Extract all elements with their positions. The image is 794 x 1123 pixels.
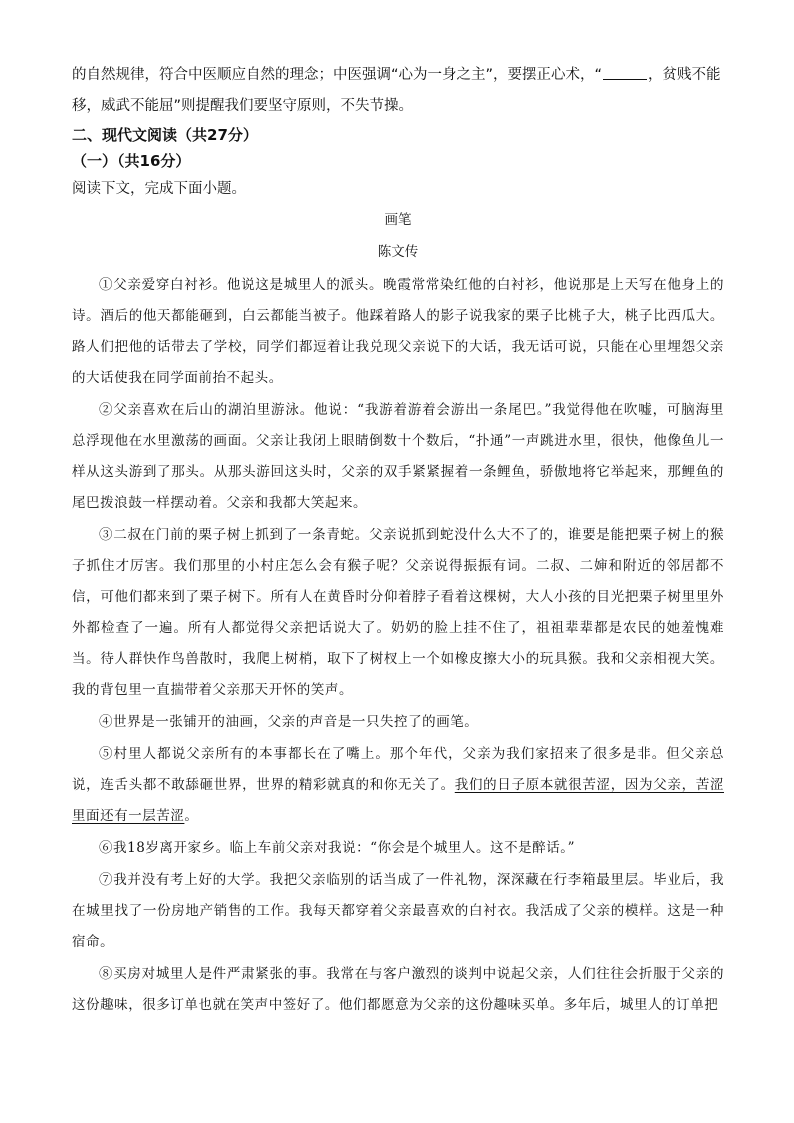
article-paragraph-4: ④世界是一张铺开的油画，父亲的声音是一只失控了的画笔。 xyxy=(99,714,479,730)
article-paragraph-5 xyxy=(72,739,724,832)
paragraph-5-end: 。 xyxy=(184,808,199,824)
article-title: 画笔 xyxy=(384,212,412,228)
paragraph-5-text: ⑤村里人都说父亲所有的本事都长在了嘴上。那个年代，父亲为我们家招来了很多是非。但父亲总说，连舌头都不敢舔砸世界，世界的精彩就真的和你无关了。 xyxy=(72,746,724,793)
document-page xyxy=(72,60,724,1021)
article-author: 陈文传 xyxy=(377,244,419,260)
article-paragraph-7: ⑦我并没有考上好的大学。我把父亲临别的话当成了一件礼物，深深藏在行李箱最里层。毕业后，我在城里找了一份房地产销售的工作。我每天都穿着父亲最喜欢的白衬衣。我活成了父亲的模样。这是一种宿命。 xyxy=(72,872,724,950)
intro-line-2: 移，威武不能屈”则提醒我们要坚守原则，不失节操。 xyxy=(72,98,414,114)
section-heading: 二、现代文阅读（共27分） xyxy=(72,126,258,144)
fill-in-blank xyxy=(603,65,647,80)
underlined-sentence: 我们的日子原本就很苦涩，因为父亲，苦涩里面还有一层苦涩 xyxy=(72,777,724,824)
article-paragraph-3: ③二叔在门前的栗子树上抓到了一条青蛇。父亲说抓到蛇没什么大不了的，谁要是能把栗子树上的猴子抓住才厉害。我们那里的小村庄怎么会有猴子呢？父亲说得振振有词。二叔、二婶和附近的邻居都不信，可他们都来到了栗子树下。所有人在黄昏时分仰着脖子看着这棵树，大人小孩的目光把栗子树里里外外都检查了一遍。所有人都觉得父亲把话说大了。奶奶的脸上挂不住了，祖祖辈辈都是农民的她羞愧难当。待人群快作鸟兽散时，我爬上树梢，取下了树杈上一个如橡皮擦大小的玩具猴。我和父亲相视大笑。我的背包里一直揣带着父亲那天开怀的笑声。 xyxy=(72,527,724,698)
article-paragraph-1: ①父亲爱穿白衬衫。他说这是城里人的派头。晚霞常常染红他的白衬衫，他说那是上天写在他身上的诗。酒后的他天都能砸到，白云都能当被子。他踩着路人的影子说我家的栗子比桃子大，桃子比西瓜大。路人们把他的话带去了学校，同学们都逗着让我兑现父亲说下的大话，我无话可说，只能在心里埋怨父亲的大话使我在同学面前抬不起头。 xyxy=(72,277,724,386)
intro-line-1 xyxy=(72,60,724,91)
sub-heading: （一）（共16分） xyxy=(72,152,191,170)
intro-text-before-blank: 的自然规律，符合中医顺应自然的理念；中医强调“心为一身之主”，要摆正心术，“ xyxy=(72,67,603,83)
article-paragraph-2: ②父亲喜欢在后山的湖泊里游泳。他说：“我游着游着会游出一条尾巴。”我觉得他在吹嘘，可脑海里总浮现他在水里激荡的画面。父亲让我闭上眼睛倒数十个数后，“扑通”一声跳进水里，很快，他像鱼儿一样从这头游到了那头。从那头游回这头时，父亲的双手紧紧握着一条鲤鱼，骄傲地将它举起来，那鲤鱼的尾巴拨浪鼓一样摆动着。父亲和我都大笑起来。 xyxy=(72,402,724,511)
article-paragraph-8: ⑧买房对城里人是件严肃紧张的事。我常在与客户激烈的谈判中说起父亲，人们往往会折服于父亲的这份趣味，很多订单也就在笑声中签好了。他们都愿意为父亲的这份趣味买单。多年后，城里人的订单把 xyxy=(72,966,724,1013)
article-paragraph-6: ⑥我18岁离开家乡。临上车前父亲对我说：“你会是个城里人。这不是醉话。” xyxy=(99,840,576,856)
instruction-text: 阅读下文，完成下面小题。 xyxy=(72,181,246,197)
intro-text-after-blank: ，贫贱不能 xyxy=(648,67,721,83)
